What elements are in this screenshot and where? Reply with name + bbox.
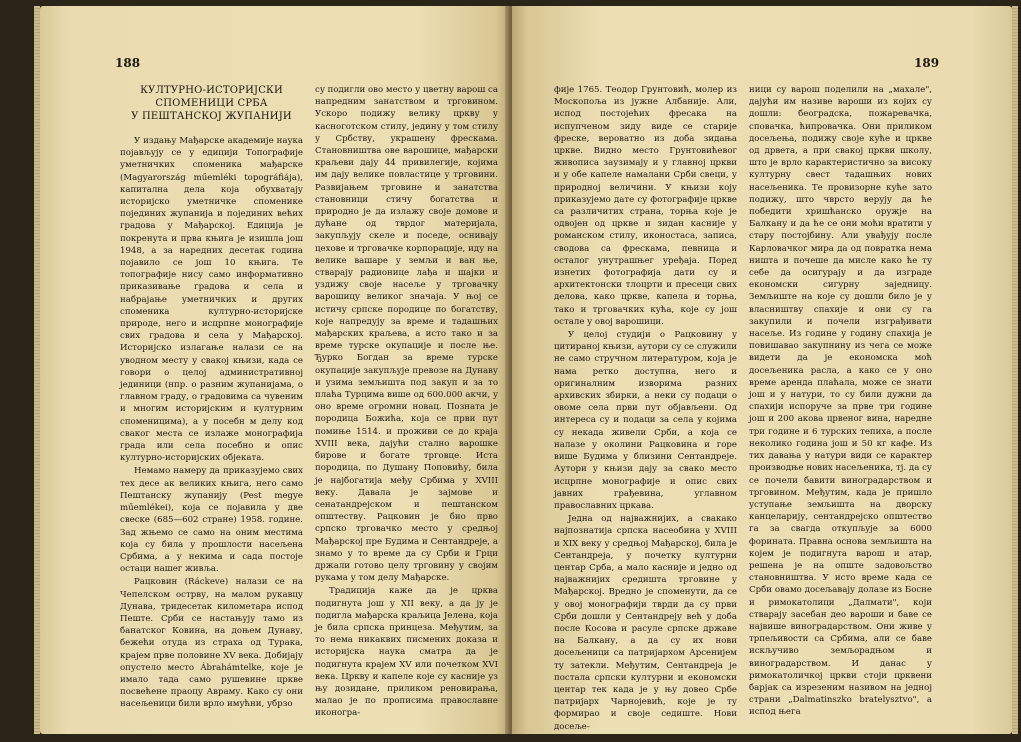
paragraph: су подигли ово место у цветну варош са напредним занатством и трговином. Ускоро подижу велику цркву у каснoготском стилу, једину у том стилу у Србству, украшену фрескама. Становништва ове варошице, мађарски краљеви дају 44 привилегије, којима им дају велике повластице у трговини. Развијањем трговине и занатства становници стичу богатства и природно је да излажу своје домове и дућане од тврдог материјала, закупљују скеле и поседе, оснивају цехове и трговачке корпорације, иду на велике вашаре у земљи и ван ње, стварају радионице лађа и шајки и уздижу своје насеље у трговачку варошицу великог значаја. У њој се истичу српске породице по богатству, које напредују за време и тадашњих мађарских краљева, а исто тако и за време турске окупације и после ње. Ђурко Богдан за време турске окупације закупљује превозе на Дунаву и узима земљишта под закуп и за то плаћа Турцима више од 600.000 акчи, у оно време огромни новац. Позната је породица Божића, која се први пут помиње 1514. и проживи се до краја XVIII века, дајући стално варошке бирове и богате трговце. Иста породица, по Душану Поповићу, била је најбогатија међу Србима у XVIII веку. Давала је зајмове и сенатандрејском и пештанском општеству. Рацковин је био прво српско трговачко место у средњој Мађарској пре Будима и Сентандреје, а знамо у то време да су Срби и Грци држали готово целу трговину у својим рукама у том делу Мађарске. (315, 85, 498, 584)
right-page-edge (1012, 6, 1018, 734)
left-page (40, 6, 510, 734)
paragraph: У издању Мађарске академије наука појављују се у едицији Топографије уметничких споменика мађарске (Magyarország műemléki topográfiája), капитална дела која обухватају историјско уметничке споменике појединих жупанија и појединих већих градова у Мађарској. Едиција је покренута и прва књига је изишла још 1948, а за наредних десетак година појавило се још 10 књига. Те топографије нису само информативно приказивање градова и села и набрајање уметничких и других споменика културно-историјске природе, него и исцрпне монографије свих градова и села у Мађарској. Историјско излагање налази се на уводном месту у свакој књизи, када се говори о целој административној јединици (нпр. о разним жупанијама, о главном граду, о градовима са чувеним и многим историјским и културним споменицима), а у посебн м делу код сваког места се излаже монографија града или села посебно и опис културно-историјских објеката. (120, 136, 303, 464)
page-number: 189 (914, 56, 940, 70)
title-line: У ПЕШТАНСКОЈ ЖУПАНИЈИ (131, 111, 292, 122)
paragraph: Једна од најважнијих, а свакако најпознатија српска насеобина у XVIII и XIX веку у средњој Мађарској, била је Сентандреја, у почетку културни центар Срба, а мало касније и једно од најважнијих средишта трговине у Мађарској. Вредно је споменути, да се у овој монографији тврди да су први Срби дошли у Сентандреју већ у доба после Косова и расуле српске државе на Балкану, а да су их нови досељеници са патријархом Арсенијем ту затекли. Међутим, Сентандреја је постала српски културни и економски центар тек када је у њу довео Србе патријарх Чарнојевић, које је ту формирао и своје седиште. Нови досеље- (554, 514, 737, 732)
paragraph: У целој студији о Рацковину у цитираној књизи, аутори су се служили не само стручном литературом, која је нама ретко доступна, него и оригиналним изворима разних архивских збирки, а неки су подаци о овоме села први пут објављени. Од интереса су и подаци за села у којима су некада живели Срби, а која се налазе у околини Рацковина и горе више Будима у близини Сентандреје. Аутори у књизи дају за свако место исцрпне монографије и опис свих јавних грађевина, углавном православних цркава. (554, 330, 737, 511)
title-line: СПОМЕНИЦИ СРБА (155, 98, 268, 109)
title-line: КУЛТУРНО-ИСТОРИЈСКИ (140, 85, 283, 96)
paragraph: Рацковин (Ráckeve) налази се на Чепелском острву, на малом рукавцу Дунава, тридесетак километара испод Пеште. Срби се настањују тамо из банатског Ковина, на доњем Дунаву, бежећи отуда из страха од Турака, крајем прве половине XV века. Добијају опустело место Ábrahámtelke, које је имало тада само рушевине цркве посвећене праоцу Авраму. Како су они насељеници били врло имућни, убрзо (120, 577, 303, 710)
article-title (120, 84, 303, 123)
left-column-2 (315, 84, 498, 719)
paragraph: ници су варош поделили на „махале", дајући им називе вароши из којих су дошли: београдска, пожаревачка, сповачка, ћипровачка. Они приликом доcељења, подижу своје куће и цркве од дрвета, а при свакој цркви школу, што је врло карактеристично за високу културну свест тадашњих нових насељеника. Те провизорне куће зато подижу, што чврсто верују да ће победити хришћанско оружје на Балкану и да ће се они моћи вратити у стару постојбину. Али увађују после Карловачког мира да од повратка нема ништа и почеше да мисле како ће ту себе да осигурају и да изграде економски сигурну заједницу. Земљиште на које су дошли било је у власништву спахије и они су га закупили и почели изграђивати насеље. Из године у годину спахија је повишавао закупнину из чега се може видети да је економска моћ досељеника расла, а како се у оно време аренда плаћала, може се знати још и у натури, то су били дужни да спахији испоруче за прве три године још и 200 акова црвеног вина, наредне три године и 6 турских тепиха, а после неколико година још и 50 кг кафе. Из тих давања у натури види се карактер производње нових насељеника, тј. да су се почели бавити виноградарством и трговином. Међутим, када је пришло уступање земљишта на дворску канцеларију, сентандрејско општество га за свагда откупљује за 6000 форината. Правна основа земљишта на којем је подигнута варош и атар, решена је на опште задовољство становништва. У исто време када се Срби овамо досељавају долазе из Босне и римокатолици „Далмати", који стварају засебан део вароши и баве се највише виноградарством. Они живе у трпељивости са Србима, али се баве искључиво земљорадњом и виноградарством. И данас у римокатоличкој цркви стоји црквени барјак са изрезеним називом на једној страни „Dalmatinszko bratelysztvo", а испод њега (749, 85, 932, 718)
right-column-2 (749, 84, 932, 718)
paragraph: фије 1765. Теодор Грунтовић, молер из Москопоља из јужне Албаније. Али, испод постојећих фресака на испупченом зиду виде се старије фреске, вероватно из доба зидања цркве. Видно место Грунтовићевог живописа заузимају и у главној цркви и у обе капеле намалани Срби свеци, у природној величини. У књизи коју приказујемо дате су фотографије цркве са различитих страна, торња које је одвојен од цркве и зидан касније у романском стилу, иконостаса, записа, сводова са фрескама, певница и осталог унутрашњег уређаја. Поред изнетих фотографија дати су и архитектонски тлоцрти и пресеци свих делова, како цркве, капела и торња, тако и трговачких кућа, које су још остале у овој варошици. (554, 85, 737, 327)
paragraph: Немамо намеру да приказујемо свих тех десе ак великих књига, него само Пештанску жупанију (Pest megye műemlékei), која се појавила у две свеске (685—602 стране) 1958. године. Зад жњемо се само на оним местима која су била у прошлости насељена Србима, а у некима и сада постоје остаци нашег живља. (120, 466, 303, 575)
right-page (512, 6, 1012, 734)
page-number: 188 (115, 56, 141, 70)
right-column-1 (554, 84, 737, 732)
left-column-1 (120, 84, 303, 710)
paragraph: Традиција каже да је црква подигнута још у XII веку, а да ју је подигла мађарска краљица Јелена, која је била српска принцеза. Међутим, за то нема никаквих писмених доказа и историјска наука сматра да је подигнута крајем XV или почетком XVI века. Цркву и капеле које су касније уз њу дозидане, приликом реновирања, малао је по прописима православне иконогра- (315, 586, 498, 719)
